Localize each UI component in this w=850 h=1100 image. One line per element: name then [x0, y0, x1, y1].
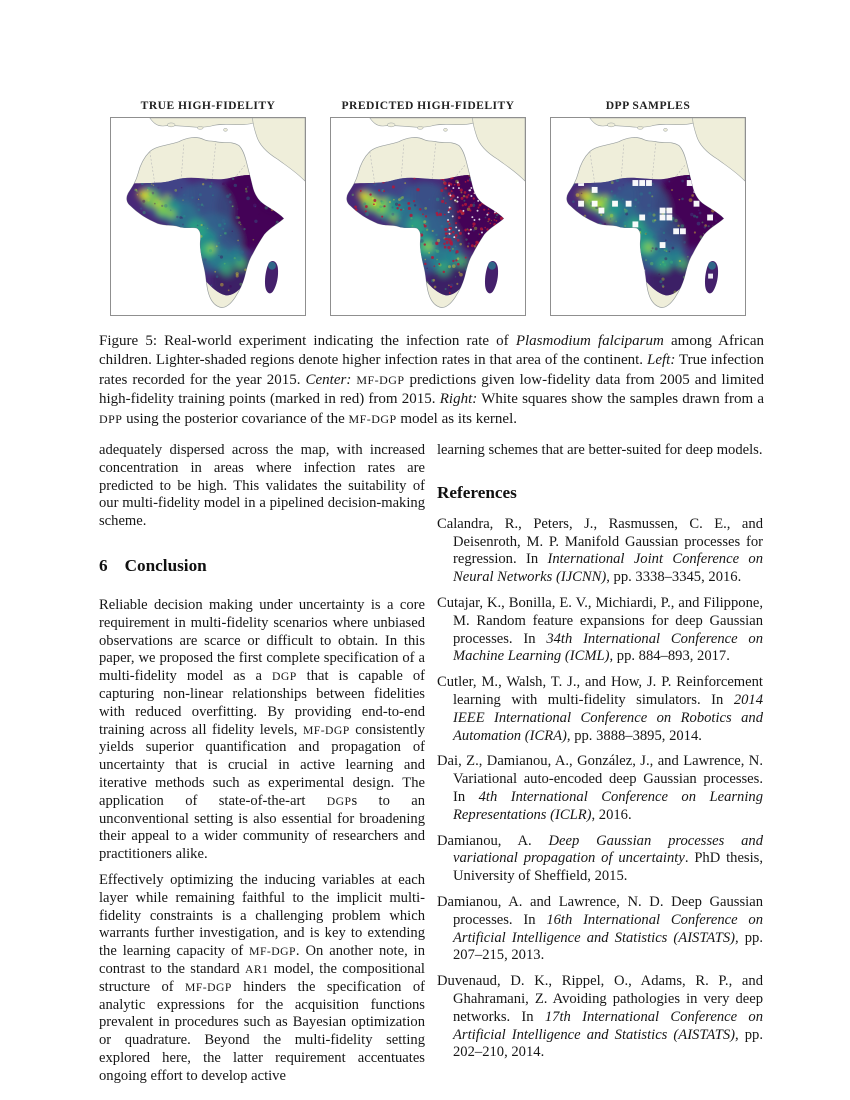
left-column [99, 442, 425, 1094]
reference-entry: Damianou, A. and Lawrence, N. D. Deep Gaussian processes. In 16th International Conference on Artificial Intelligence and Statistics (AISTATS), pp. 207–215, 2013. [437, 893, 764, 964]
section-title: Conclusion [124, 555, 207, 575]
figure-panel-title-dpp: DPP SAMPLES [605, 99, 691, 112]
right-column [437, 442, 763, 1070]
africa-map-svg [551, 118, 745, 315]
references-heading: References [437, 482, 517, 502]
africa-map-true-high-fidelity [110, 117, 306, 316]
reference-entry: Calandra, R., Peters, J., Rasmussen, C. E., and Deisenroth, M. P. Manifold Gaussian processes for regression. In International Joint Conference on Neural Networks (IJCNN), pp. 3338–3345, 2016. [437, 515, 763, 586]
reference-entry: Cutler, M., Walsh, T. J., and How, J. P. Reinforcement learning with multi-fidelity simulators. In 2014 IEEE International Conference on Robotics and Automation (ICRA), pp. 3888–3895, 2014. [437, 674, 763, 744]
body-paragraph: adequately dispersed across the map, with increased concentration in areas where infection rates are predicted to be high. This validates the suitability of our multi-fidelity model in a pipelined decision-making scheme. [99, 442, 425, 530]
africa-map-svg [111, 118, 305, 315]
section-number: 6 [99, 555, 108, 575]
section-heading-conclusion [99, 556, 425, 576]
figure-caption: Figure 5: Real-world experiment indicating the infection rate of Plasmodium falciparum among African children. Lighter-shaded regions denote higher infection rates in that area of the continent. Left: True infection rates recorded for the year 2015. Center: MF-DGP predictions given low-fidelity data from 2005 and limited high-fidelity training points (marked in red) from 2015. Right: White squares show the samples drawn from a DPP using the posterior covariance of the MF-DGP model as its kernel. [99, 333, 765, 427]
reference-entry: Dai, Z., Damianou, A., González, J., and Lawrence, N. Variational auto-encoded deep Gaussian processes. In 4th International Conference on Learning Representations (ICLR), 2016. [437, 753, 763, 823]
figure-panel-title-true: TRUE HIGH-FIDELITY [140, 99, 276, 112]
figure-panel-title-predicted: PREDICTED HIGH-FIDELITY [341, 99, 515, 112]
reference-entry: Cutajar, K., Bonilla, E. V., Michiardi, P., and Filippone, M. Random feature expansions for deep Gaussian processes. In 34th International Conference on Machine Learning (ICML), pp. 884–893, 2017. [437, 594, 763, 665]
africa-map-dpp-samples [550, 117, 746, 316]
africa-map-predicted-high-fidelity [330, 117, 526, 316]
reference-entry: Damianou, A. Deep Gaussian processes and variational propagation of uncertainty. PhD thesis, University of Sheffield, 2015. [437, 832, 763, 885]
body-paragraph: Reliable decision making under uncertainty is a core requirement in multi-fidelity scenarios where unbiased observations are scarce or difficult to obtain. In this paper, we proposed the first complete specification of a multi-fidelity model as a DGP that is capable of capturing non-linear relationships between fidelities with reduced overfitting. By providing end-to-end training across all fidelity levels, MF-DGP consistently yields superior quantification and propagation of uncertainty that is crucial in active learning and iterative methods such as experimental design. The application of state-of-the-art DGPs to an unconventional setting is also essential for broadening their appeal to a wider community of researchers and practitioners alike. [99, 596, 426, 863]
africa-map-svg [331, 118, 525, 315]
body-paragraph: learning schemes that are better-suited for deep models. [437, 442, 763, 458]
body-paragraph: Effectively optimizing the inducing variables at each layer while remaining faithful to the implicit multi-fidelity constraints is a challenging problem which warrants further investigation, and is key to extending the learning capacity of MF-DGP. On another note, in contrast to the standard AR1 model, the compositional structure of MF-DGP hinders the specification of analytic expressions for the acquisition functions prevalent in procedures such as Bayesian optimization or quadrature. Beyond the multi-fidelity setting explored here, the latter requirement accentuates ongoing effort to develop active [99, 871, 425, 1084]
reference-entry: Duvenaud, D. K., Rippel, O., Adams, R. P., and Ghahramani, Z. Avoiding pathologies in very deep networks. In 17th International Conference on Artificial Intelligence and Statistics (AISTATS), pp. 202–210, 2014. [437, 973, 764, 1061]
